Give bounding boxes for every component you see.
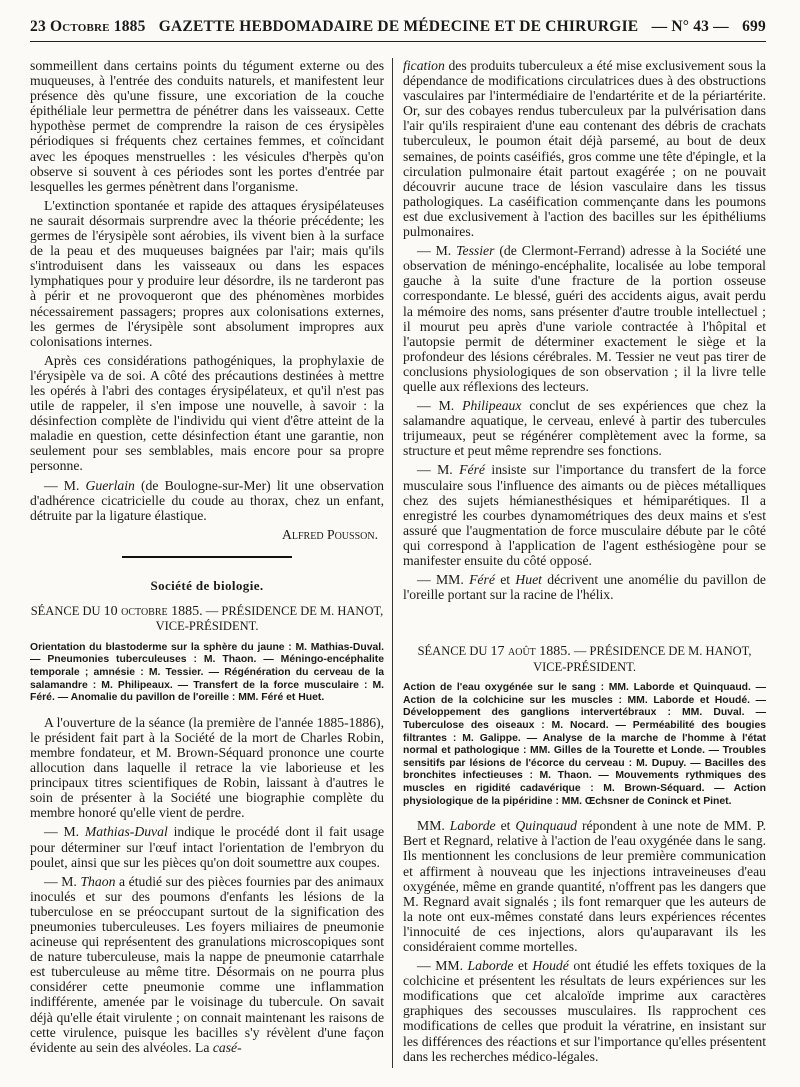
author-name: Tessier — [456, 243, 495, 259]
seance-heading: SÉANCE DU 10 octobre 1885. — PRÉSIDENCE DE M. HANOT, VICE-PRÉSIDENT. — [30, 603, 384, 634]
paragraph: A l'ouverture de la séance (la première de l'année 1885-1886), le président fait part à la Société de la mort de Charles Robin, membre fondateur, et M. Brown-Séquard prononce une courte allocution dans laquelle il retrace la vie laborieuse et les principaux titres scientifiques de Robin, laissant à d'autres le soin de présenter à la Société une biographie complète du membre honoré qu'elle vient de perdre. — [30, 714, 385, 821]
author-name: Mathias-Duval — [84, 824, 168, 840]
author-name: Féré — [459, 462, 485, 478]
paragraph: — MM. Féré et Huet décrivent une anomélie du pavillon de l'oreille portant sur la racine de l'hélix. — [403, 572, 766, 603]
author-name: Laborde — [449, 818, 496, 834]
author-name: Huet — [515, 572, 542, 588]
two-column-body — [30, 58, 766, 1068]
running-header — [30, 0, 766, 42]
paragraph: — M. Tessier (de Clermont-Ferrand) adresse à la Société une observation de méningo-encéphalite, localisée au lobe temporal gauche à la suite d'une fracture de la portion osseuse correspondante. Le blessé, guéri des accidents aigus, avait perdu la mémoire des noms, sans présenter d'autre trouble intellectuel ; il mourut peu après d'une variole contractée à l'hôpital et l'autopsie permit de déterminer exactement le siège et la profondeur des lésions cérébrales. M. Tessier ne veut pas tirer de conclusions physiologiques de son observation ; il la livre telle quelle aux réflexions des lecteurs. — [403, 243, 767, 394]
author-name: Laborde — [467, 958, 514, 974]
author-name: Féré — [469, 572, 495, 588]
paragraph: sommeillent dans certains points du tégument externe ou des muqueuses, à l'entrée des conduits naturels, et manifestent leur présence dès qu'une fissure, une excoriation de la couche épithéliale leur permettra de pénétrer dans les vaisseaux. Cette hypothèse permet de comprendre la raison de ces érysipèles périodiques si fréquents chez certaines femmes, et coïncidant avec les époques menstruelles : les vésicules d'herpès qu'on observe si souvent à ces périodes sont les portes d'entrée par lesquelles les germes pénètrent dans l'organisme. — [30, 58, 385, 194]
right-column — [392, 58, 766, 1068]
paragraph: — M. Féré insiste sur l'importance du transfert de la force musculaire sous l'influence des aimants ou de pièces métalliques chez des sujets hémianesthésiques et hémiparétiques. Il a enregistré les courbes dynamométriques des deux mains et s'est assuré que l'augmentation de force musculaire débute par le côté qui correspond à l'application de l'agent esthésiogène pour se manifester ensuite du côté opposé. — [403, 462, 766, 568]
signature: Alfred Pousson. — [282, 526, 379, 542]
paragraph: — M. Philipeaux conclut de ses expériences que chez la salamandre aquatique, le cerveau, enlevé à partir des tubercules trijumeaux, peut se régénérer complètement avec la forme, sa structure et peut même reprendre ses fonctions. — [403, 398, 766, 459]
paragraph: — M. Guerlain (de Boulogne-sur-Mer) lit une observation d'adhérence cicatricielle du coude au thorax, chez un enfant, détruite par la ligature élastique. — [30, 477, 385, 523]
paragraph: Après ces considérations pathogéniques, la prophylaxie de l'érysipèle va de soi. A côté des précautions destinées à mettre les opérés à l'abri des contages érysipélateux, et qu'il n'est pas utile de rappeler, il s'en impose une nouvelle, à savoir : la désinfection complète de l'individu qui vient d'être atteint de la maladie en question, cette désinfection étant une garantie, non seulement pour ses semblables, mais encore pour sa propre personne. — [30, 352, 385, 474]
header-date: 23 Octobre 1885 — [30, 18, 146, 35]
seance-heading: SÉANCE DU 17 août 1885. — PRÉSIDENCE DE M. HANOT, VICE-PRÉSIDENT. — [417, 644, 752, 674]
paragraph: fication des produits tuberculeux a été mise exclusivement sous la dépendance de modifications circulatrices dues à des obstructions vasculaires par l'intermédiaire de l'endartérite et de la périartérite. Or, sur des cobayes rendus tuberculeux par la pulvérisation dans l'air qu'ils respiraient d'une eau contenant des débris de crachats tuberculeux, le poumon était déjà parsemé, au bout de deux semaines, de points caséifiés, gros comme une tête d'épingle, et la circulation pulmonaire était partout exagérée ; on ne pouvait découvrir aucune trace de lésion vasculaire dans les tissus pathologiques. La caséification commençante dans les poumons est due exclusivement à l'action des bacilles sur les épithéliums pulmonaires. — [403, 58, 766, 240]
section-divider — [122, 556, 292, 558]
paragraph: — M. Thaon a étudié sur des pièces fournies par des animaux inoculés et sur des poumons d'enfants les lésions de la tuberculose en se préoccupant surtout de la signification des pneumonies tuberculeuses. Les foyers miliaires de pneumonie acineuse qui représentent des granulations microscopiques sont de nature tuberculeuse, mais la nappe de pneumonie catarrhale est tuberculeuse au même titre. Désormais on ne pourra plus considérer cette pneumonie comme une inflammation indifférente, amenée par le voisinage du tubercule. On savait déjà qu'elle était virulente ; on connait maintenant les raisons de cette virulence, puisque les bacilles s'y révèlent d'une façon évidente au sein des alvéoles. La casé- — [30, 873, 385, 1055]
paragraph: — M. Mathias-Duval indique le procédé dont il fait usage pour déterminer sur l'œuf intact l'orientation de l'embryon du poulet, ainsi que sur les pièces qu'on doit soumettre aux coupes. — [30, 824, 385, 870]
header-issue: — N° 43 — — [651, 18, 729, 35]
author-name: Philipeaux — [462, 398, 522, 414]
header-page-number: 699 — [742, 18, 766, 35]
section-title: Société de biologie. — [150, 577, 264, 593]
paragraph: L'extinction spontanée et rapide des attaques érysipélateuses ne saurait désormais surprendre avec la théorie précédente; les germes de l'érysipèle sont aérobies, ils vivent bien à la surface de la peau et des muqueuses baignées par l'air; mais qu'ils s'introduisent dans les vaisseaux ou dans les espaces lymphatiques pour y produire leur désordre, ils ne tarderont pas à périr et ne provoqueront que des phénomènes morbides nécessairement passagers; propres aux colonisations externes, les germes de l'érysipèle sont absolument impropres aux colonisations internes. — [30, 197, 385, 349]
paragraph: MM. Laborde et Quinquaud répondent à une note de MM. P. Bert et Regnard, relative à l'action de l'eau oxygénée dans le sang. Ils mentionnent les conclusions de leur première communication et affirment à nouveau que les injections intraveineuses d'eau oxygénée, même en grande quantité, n'offrent pas les dangers que M. Regnard avait signalés ; ils font remarquer que les auteurs de la note ont eux-mêmes constaté dans leurs expériences récentes l'innocuité de ces injections, alors qu'auparavant ils les considéraient comme mortelles. — [403, 818, 766, 954]
author-name: Thaon — [80, 873, 116, 889]
author-name: Houdé — [532, 958, 569, 974]
session-summary: Orientation du blastoderme sur la sphère du jaune : M. Mathias-Duval. — Pneumonies tuberculeuses : M. Thaon. — Méningo-encéphalite temporale ; amnésie : M. Tessier. — Régénération du cerveau de la salamandre : M. Philipeaux. — Transfert de la force musculaire : M. Féré. — Anomalie du pavillon de l'oreille : MM. Féré et Huet. — [30, 641, 385, 704]
header-journal-title: GAZETTE HEBDOMADAIRE DE MÉDECINE ET DE CHIRURGIE — [158, 18, 639, 35]
session-summary: Action de l'eau oxygénée sur le sang : MM. Laborde et Quinquaud. — Action de la colchicine sur les muscles : MM. Laborde et Houdé. — Développement des ganglions intervertébraux : MM. Duval. — Tuberculose des oiseaux : M. Nocard. — Perméabilité des bougies filtrantes : M. Galippe. — Analyse de la marche de l'homme à l'état normal et pathologique : MM. Gilles de la Tourette et Londe. — Troubles sensitifs par lésions de l'écorce du cerveau : M. Dupuy. — Bacilles des bronchites infectieuses : M. Thaon. — Mouvements rythmiques des muscles en rigidité cadavérique : M. Brown-Séquard. — Action physiologique de la pipéridine : MM. Œchsner de Coninck et Pinet. — [403, 682, 766, 807]
author-name: Guerlain — [85, 477, 135, 493]
author-name: Quinquaud — [515, 818, 578, 834]
left-column — [30, 58, 392, 1068]
paragraph: — MM. Laborde et Houdé ont étudié les effets toxiques de la colchicine et présentent les résultats de leurs expériences sur les modifications que cet alcaloïde imprime aux caractères graphiques des secousses musculaires. Ils rapprochent ces modifications de celles que produit la vératrine, en insistant sur les différences des réactions et sur l'importance qu'elles présentent dans les recherches médico-légales. — [403, 958, 766, 1064]
